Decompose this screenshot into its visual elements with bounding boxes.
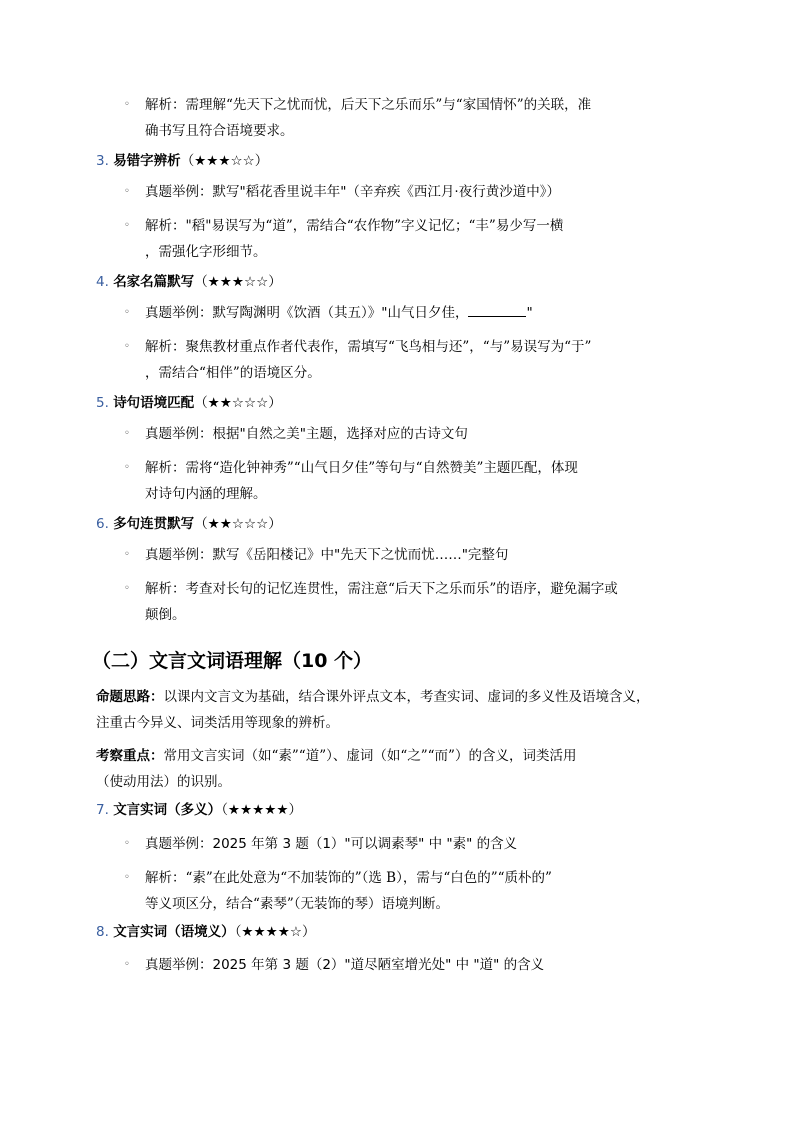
analysis-text: 解析：考查对长句的记忆连贯性，需注意“后天下之乐而乐”的语序，避免漏字或 [145,581,618,597]
item-number: 6. [96,516,109,532]
analysis-text: ，需强化字形细节。 [145,244,267,260]
bullet-icon: ◦ [124,462,130,473]
item-title: 诗句语境匹配 [113,395,195,411]
example-text: 真题举例：2025 年第 3 题（2）"道尽陋室增光处" 中 "道" 的含义 [145,957,545,973]
bullet-icon: ◦ [124,838,130,849]
bullet-icon: ◦ [124,341,130,352]
focus-label: 考察重点： [96,748,164,764]
list-item-heading [96,922,315,942]
bullet-icon: ◦ [124,220,130,231]
item-number: 4. [96,274,109,290]
example-suffix: " [526,305,533,321]
analysis-text: 确书写且符合语境要求。 [145,123,294,139]
analysis-text: 解析："稻"易误写为“道”，需结合“农作物”字义记忆；“丰”易少写一横 [145,218,564,234]
bullet-icon: ◦ [124,959,130,970]
section-heading: （二）文言文词语理解（10 个） [92,650,373,672]
item-number: 3. [96,153,109,169]
example-text: 真题举例：默写"稻花香里说丰年"（辛弃疾《西江月·夜行黄沙道中》） [145,184,560,200]
bullet-icon: ◦ [124,186,130,197]
bullet-icon: ◦ [124,99,130,110]
example-text: 真题举例：默写《岳阳楼记》中"先天下之忧而忧……"完整句 [145,547,509,563]
list-item-heading [96,514,282,534]
section-focus [96,746,576,766]
analysis-text: 颠倒。 [145,607,186,623]
example-text [145,303,533,323]
focus-text: 常用文言实词（如“素”“道”）、虚词（如“之”“而”）的含义，词类活用 [163,748,577,764]
idea-label: 命题思路： [96,689,164,705]
analysis-text: 等义项区分，结合“素琴”（无装饰的琴）语境判断。 [145,896,450,912]
section-focus-cont: （使动用法）的识别。 [96,774,231,790]
item-title: 名家名篇默写 [113,274,195,290]
list-item-heading [96,151,268,171]
item-stars: （★★★☆☆） [194,274,282,290]
item-title: 易错字辨析 [113,153,181,169]
item-title: 文言实词（语境义） [113,924,235,940]
example-text: 真题举例：根据"自然之美"主题，选择对应的古诗文句 [145,426,468,442]
item-title: 文言实词（多义） [113,802,222,818]
example-prefix: 真题举例：默写陶渊明《饮酒（其五）》"山气日夕佳， [145,305,469,321]
bullet-icon: ◦ [124,583,130,594]
analysis-text: 解析：“素”在此处意为“不加装饰的”（选 B），需与“白色的”“质朴的” [145,870,552,886]
item-number: 7. [96,802,109,818]
item-stars: （★★★☆☆） [180,153,269,169]
item-stars: （★★☆☆☆） [194,516,282,532]
list-item-heading [96,800,302,820]
analysis-text: 解析：需理解“先天下之忧而忧，后天下之乐而乐”与“家国情怀”的关联，准 [145,97,592,113]
bullet-icon: ◦ [124,428,130,439]
fill-blank [468,304,526,317]
item-title: 多句连贯默写 [113,516,195,532]
list-item-heading [96,393,282,413]
analysis-text: 解析：聚焦教材重点作者代表作，需填写“飞鸟相与还”，“与”易误写为“于” [145,339,592,355]
item-stars: （★★☆☆☆） [194,395,282,411]
analysis-text: 解析：需将“造化钟神秀”“山气日夕佳”等句与“自然赞美”主题匹配，体现 [145,460,578,476]
list-item-heading [96,272,282,292]
bullet-icon: ◦ [124,872,130,883]
analysis-text: ，需结合“相伴”的语境区分。 [145,365,321,381]
item-stars: （★★★★★） [221,802,302,818]
bullet-icon: ◦ [124,307,130,318]
analysis-text: 对诗句内涵的理解。 [145,486,267,502]
section-idea-cont: 注重古今异义、词类活用等现象的辨析。 [96,715,339,731]
bullet-icon: ◦ [124,549,130,560]
section-idea [96,687,650,707]
item-stars: （★★★★☆） [234,924,316,940]
example-text: 真题举例：2025 年第 3 题（1）"可以调素琴" 中 "素" 的含义 [145,836,518,852]
item-number: 8. [96,924,109,940]
item-number: 5. [96,395,109,411]
idea-text: 以课内文言文为基础，结合课外评点文本，考查实词、虚词的多义性及语境含义， [163,689,650,705]
